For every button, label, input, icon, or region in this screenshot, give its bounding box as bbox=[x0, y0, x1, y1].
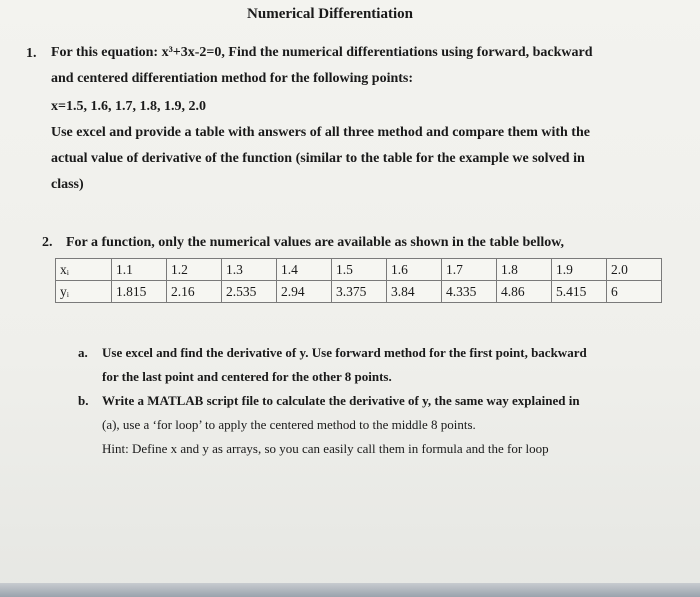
table-cell: 1.6 bbox=[387, 259, 442, 281]
table-cell: 1.2 bbox=[167, 259, 222, 281]
table-header-x: xᵢ bbox=[56, 259, 112, 281]
question-1 bbox=[51, 40, 651, 198]
question-1-points: x=1.5, 1.6, 1.7, 1.8, 1.9, 2.0 bbox=[51, 99, 206, 114]
sub-questions bbox=[78, 341, 648, 461]
sub-question-label: a. bbox=[78, 345, 88, 360]
table-cell: 3.84 bbox=[387, 281, 442, 303]
table-cell: 1.5 bbox=[332, 259, 387, 281]
sub-question-text: Write a MATLAB script file to calculate the derivative of y, the same way explained in bbox=[102, 393, 580, 408]
table-cell: 2.94 bbox=[277, 281, 332, 303]
data-table bbox=[55, 258, 662, 303]
question-1-line: actual value of derivative of the function (similar to the table for the example we solved in bbox=[51, 151, 585, 166]
table-cell: 1.9 bbox=[552, 259, 607, 281]
sub-question-label: b. bbox=[78, 393, 89, 408]
sub-question-a bbox=[78, 341, 648, 365]
sub-question-text: for the last point and centered for the other 8 points. bbox=[102, 369, 392, 384]
bottom-edge bbox=[0, 583, 700, 597]
sub-question-text: (a), use a ‘for loop’ to apply the centered method to the middle 8 points. bbox=[102, 417, 476, 432]
question-1-line: For this equation: x³+3x-2=0, Find the numerical differentiations using forward, backward bbox=[51, 45, 593, 60]
table-cell: 5.415 bbox=[552, 281, 607, 303]
table-cell: 1.1 bbox=[112, 259, 167, 281]
table-cell: 3.375 bbox=[332, 281, 387, 303]
question-2-intro: For a function, only the numerical values are available as shown in the table bellow, bbox=[66, 235, 565, 250]
question-2-number: 2. bbox=[42, 235, 53, 250]
table-row-y bbox=[56, 281, 662, 303]
table-cell: 1.4 bbox=[277, 259, 332, 281]
page-title: Numerical Differentiation bbox=[247, 6, 413, 22]
question-1-line: Use excel and provide a table with answers of all three method and compare them with the bbox=[51, 125, 590, 140]
sub-question-b bbox=[78, 389, 648, 413]
table-row-x bbox=[56, 259, 662, 281]
table-cell: 1.3 bbox=[222, 259, 277, 281]
table-cell: 6 bbox=[607, 281, 662, 303]
table-cell: 1.815 bbox=[112, 281, 167, 303]
sub-question-text: Use excel and find the derivative of y. Use forward method for the first point, backward bbox=[102, 345, 587, 360]
table-cell: 2.16 bbox=[167, 281, 222, 303]
table-cell: 4.335 bbox=[442, 281, 497, 303]
hint-text: Hint: Define x and y as arrays, so you can easily call them in formula and the for loop bbox=[102, 441, 549, 456]
question-1-line: class) bbox=[51, 177, 84, 192]
question-1-number: 1. bbox=[26, 46, 37, 61]
table-cell: 1.8 bbox=[497, 259, 552, 281]
table-cell: 2.0 bbox=[607, 259, 662, 281]
table-cell: 1.7 bbox=[442, 259, 497, 281]
table-header-y: yᵢ bbox=[56, 281, 112, 303]
table-cell: 4.86 bbox=[497, 281, 552, 303]
table-cell: 2.535 bbox=[222, 281, 277, 303]
question-1-line: and centered differentiation method for the following points: bbox=[51, 71, 414, 86]
